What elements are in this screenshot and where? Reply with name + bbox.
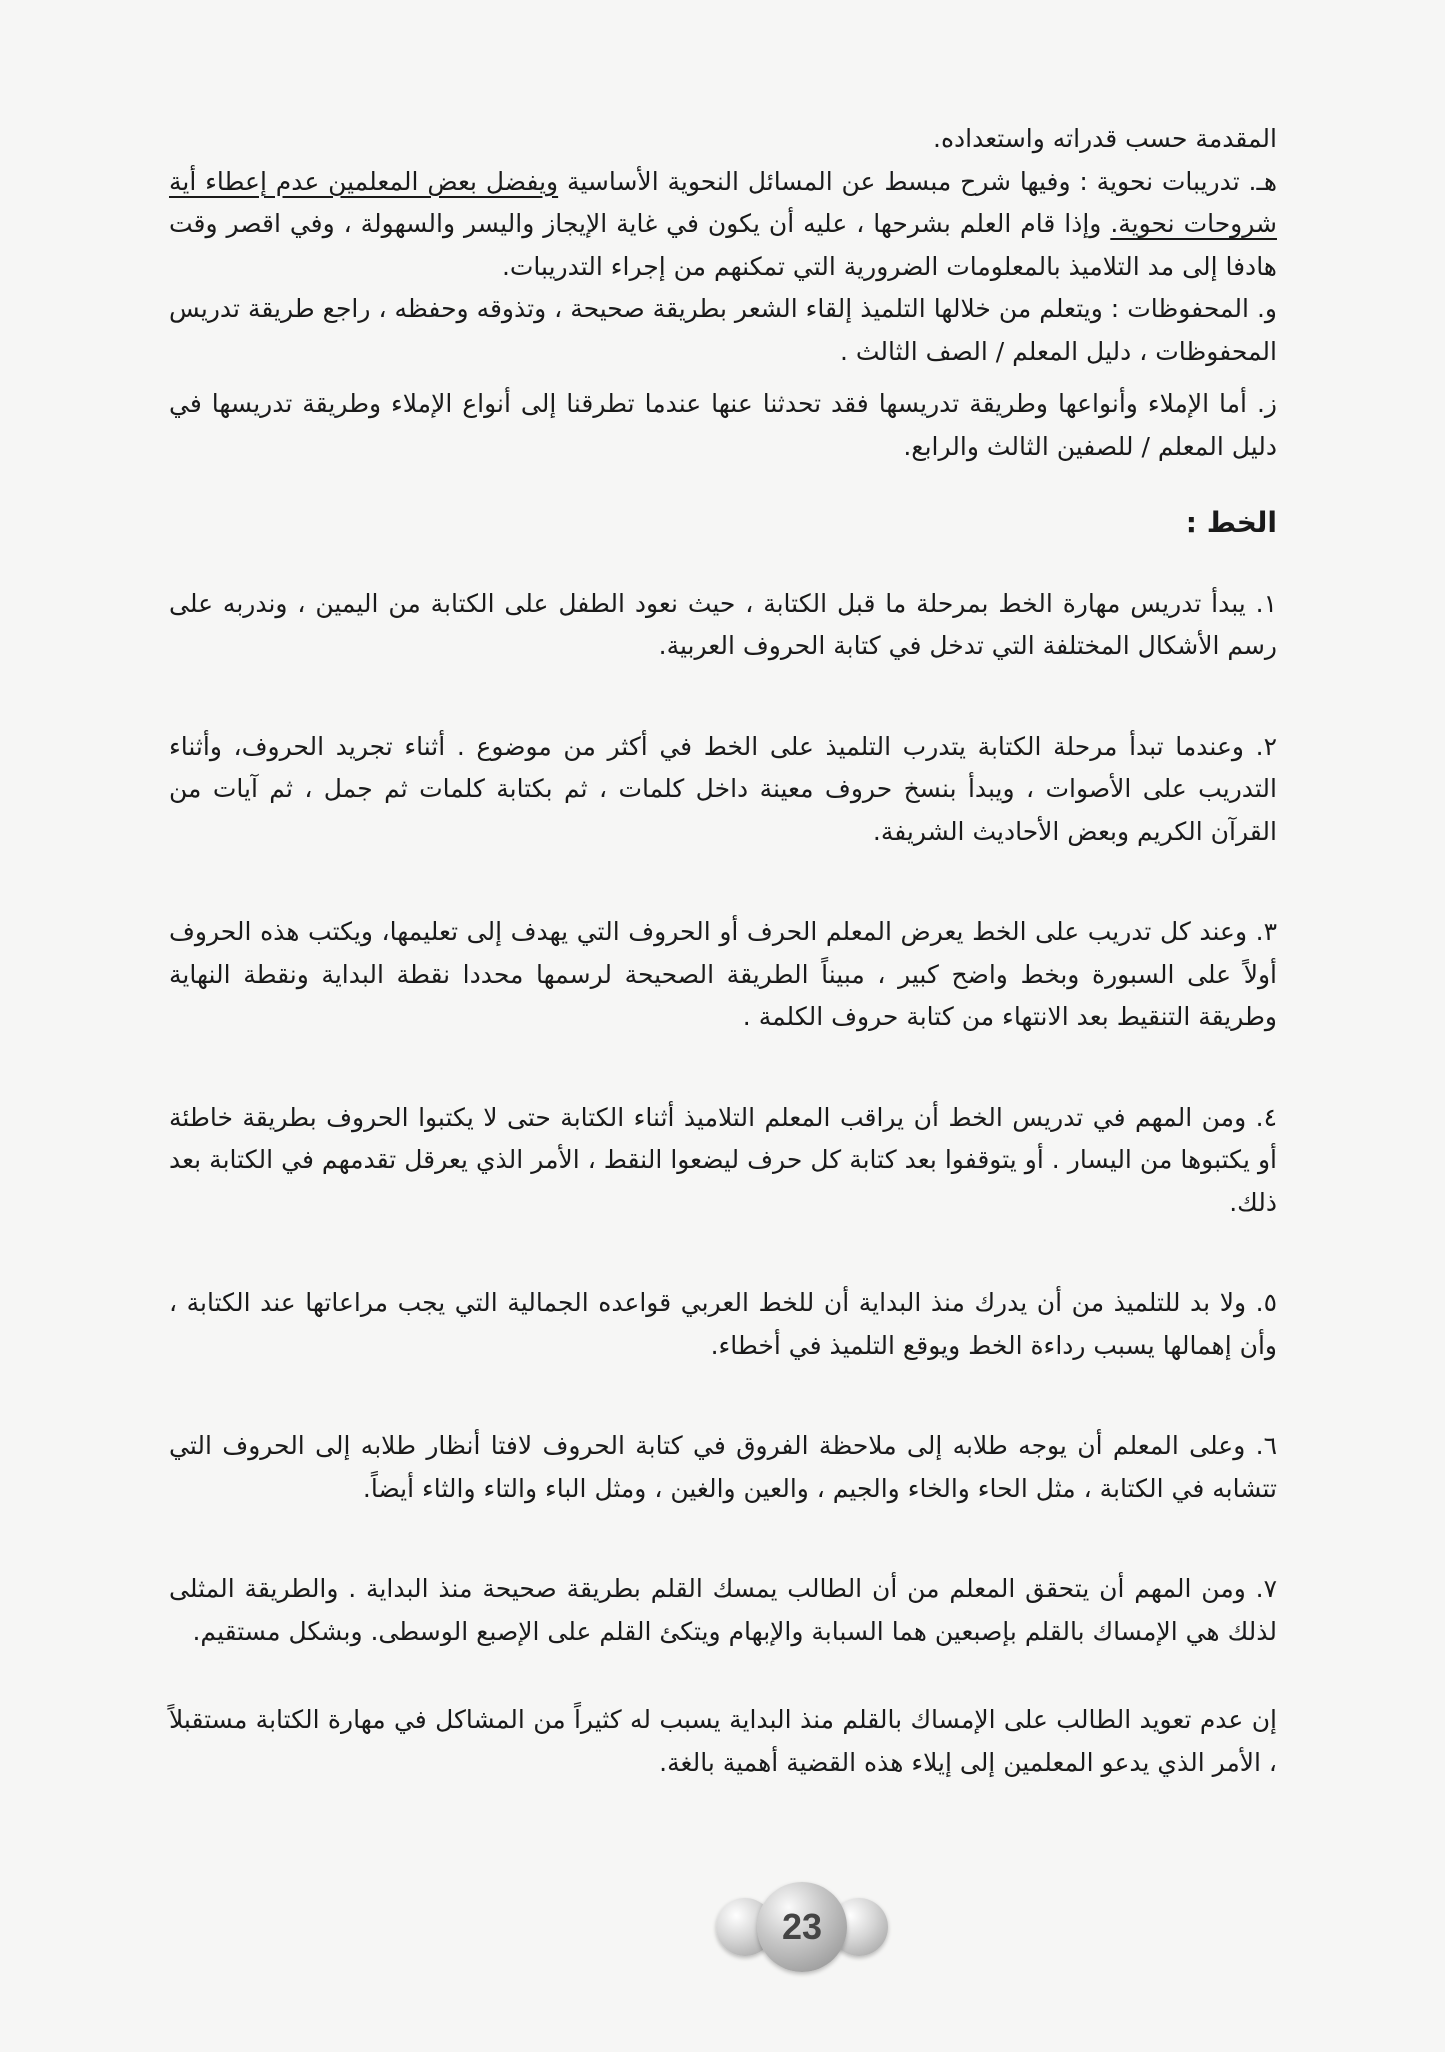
list-item: ٤. ومن المهم في تدريس الخط أن يراقب المعلم التلاميذ أثناء الكتابة حتى لا يكتبوا الحروف بطريقة خاطئة أو يكتبوها من اليسار . أو يتوقفوا بعد كتابة كل حرف ليضعوا النقط ، الأمر الذي يعرقل تقدمهم في الكتابة بعد ذلك.	[169, 1102, 1277, 1217]
spacer	[169, 1653, 1277, 1699]
list-item: ٧. ومن المهم أن يتحقق المعلم من أن الطالب يمسك القلم بطريقة صحيحة منذ البداية . والطريقة المثلى لذلك هي الإمساك بالقلم بإصبعين هما السبابة والإبهام ويتكئ القلم على الإصبع الوسطى. وبشكل مستقيم.	[169, 1574, 1277, 1646]
section-heading-handwriting: الخط :	[1185, 506, 1277, 539]
list-item: ٢. وعندما تبدأ مرحلة الكتابة يتدرب التلميذ على الخط في أكثر من موضوع . أثناء تجريد الحروف، وأثناء التدريب على الأصوات ، ويبدأ بنسخ حروف معينة داخل كلمات ، ثم بكتابة كلمات ثم جمل ، ثم آيات من القرآن الكريم وبعض الأحاديث الشريفة.	[169, 731, 1277, 846]
spacer	[169, 1224, 1277, 1282]
paragraph-grammar-exercises	[169, 161, 1277, 289]
grammar-underlined-text: ويفضل بعض المعلمين عدم إعطاء أية شروحات نحوية.	[169, 166, 1277, 238]
spacer	[169, 853, 1277, 911]
list-item: ٦. وعلى المعلم أن يوجه طلابه إلى ملاحظة الفروق في كتابة الحروف لافتا أنظار طلابه إلى الحروف التي تتشابه في الكتابة ، مثل الحاء والخاء والجيم ، والعين والغين ، ومثل الباء والتاء والثاء أيضاً.	[169, 1431, 1277, 1503]
spacer	[169, 1039, 1277, 1097]
spacer	[169, 668, 1277, 726]
spacer	[169, 1367, 1277, 1425]
list-item: ٥. ولا بد للتلميذ من أن يدرك منذ البداية أن للخط العربي قواعده الجمالية التي يجب مراعاتها عند الكتابة ، وأن إهمالها يسبب رداءة الخط ويوقع التلميذ في أخطاء.	[169, 1288, 1277, 1360]
paragraph-memorization: و. المحفوظات : ويتعلم من خلالها التلميذ إلقاء الشعر بطريقة صحيحة ، وتذوقه وحفظه ، راجع طريقة تدريس المحفوظات ، دليل المعلم / الصف الثالث .	[169, 294, 1277, 366]
page-number: 23	[781, 1906, 823, 1947]
list-item: ٣. وعند كل تدريب على الخط يعرض المعلم الحرف أو الحروف التي يهدف إلى تعليمها، ويكتب هذه الحروف أولاً على السبورة وبخط واضح كبير ، مبيناً الطريقة الصحيحة لرسمها محددا نقطة البداية ونقطة النهاية وطريقة التنقيط بعد الانتهاء من كتابة حروف الكلمة .	[169, 917, 1277, 1031]
grammar-text-end: وإذا قام العلم بشرحها ، عليه أن يكون في غاية الإيجاز واليسر والسهولة ، وفي اقصر وقت هادفا إلى مد التلاميذ بالمعلومات الضرورية التي تمكنهم من إجراء التدريبات.	[169, 209, 1277, 281]
grammar-text-start: هـ. تدريبات نحوية : وفيها شرح مبسط عن المسائل النحوية الأساسية	[558, 166, 1278, 196]
intro-continuation: المقدمة حسب قدراته واستعداده.	[933, 124, 1277, 153]
list-item: ١. يبدأ تدريس مهارة الخط بمرحلة ما قبل الكتابة ، حيث نعود الطفل على الكتابة من اليمين ، وندربه على رسم الأشكال المختلفة التي تدخل في كتابة الحروف العربية.	[169, 588, 1277, 660]
closing-paragraph: إن عدم تعويد الطالب على الإمساك بالقلم منذ البداية يسبب له كثيراً من المشاكل في مهارة الكتابة مستقبلاً ، الأمر الذي يدعو المعلمين إلى إيلاء هذه القضية أهمية بالغة.	[169, 1705, 1277, 1777]
spacer	[169, 373, 1277, 383]
page-body	[169, 118, 1277, 1784]
page-footer	[0, 1880, 1445, 1970]
paragraph-dictation: ز. أما الإملاء وأنواعها وطريقة تدريسها فقد تحدثنا عنها عندما تطرقنا إلى أنواع الإملاء وطريقة تدريسها في دليل المعلم / للصفين الثالث والرابع.	[169, 389, 1277, 461]
spacer	[169, 1510, 1277, 1568]
